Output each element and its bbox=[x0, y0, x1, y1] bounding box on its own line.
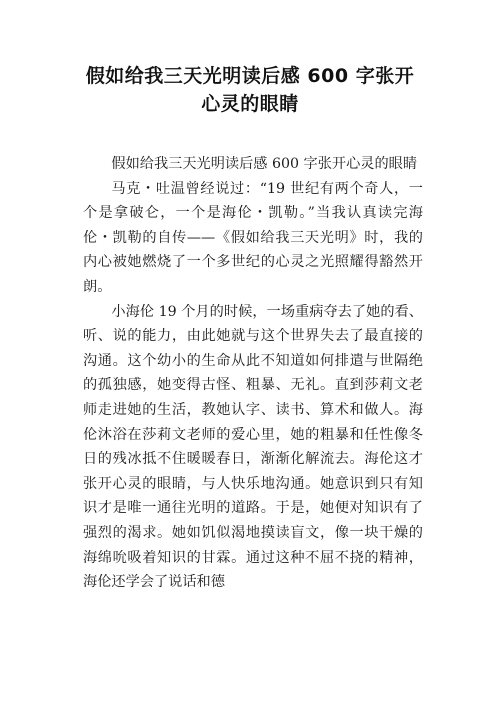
paragraph-quote: 马克・吐温曾经说过：“19 世纪有两个奇人，一个是拿破仑，一个是海伦・凯勒。”当我认真读完海伦・凯勒的自传——《假如给我三天光明》时，我的内心被她燃烧了一个多世纪的心灵之光照耀得豁然开朗。 bbox=[83, 180, 423, 295]
title-line-2: 心灵的眼睛 bbox=[201, 93, 299, 115]
paragraph-story: 小海伦 19 个月的时候，一场重病夺去了她的看、听、说的能力，由此她就与这个世界失去了最直接的沟通。这个幼小的生命从此不知道如何排遣与世隔绝的孤独感，她变得古怪、粗暴、无礼。直到莎莉文老师走进她的生活，教她认字、读书、算术和做人。海伦沐浴在莎莉文老师的爱心里，她的粗暴和任性像冬日的残冰抵不住暖暖春日，渐渐化解流去。海伦这才张开心灵的眼睛，与人快乐地沟通。她意识到只有知识才是唯一通往光明的道路。于是，她便对知识有了强烈的渴求。她如饥似渴地摸读盲文，像一块干燥的海绵吮吸着知识的甘霖。通过这种不屈不挠的精神，海伦还学会了说话和德 bbox=[83, 303, 423, 591]
document-title bbox=[60, 62, 440, 118]
document-body bbox=[83, 152, 423, 595]
title-line-1: 假如给我三天光明读后感 600 字张开 bbox=[85, 65, 415, 87]
paragraph-heading: 假如给我三天光明读后感 600 字张开心灵的眼睛 bbox=[111, 156, 418, 172]
